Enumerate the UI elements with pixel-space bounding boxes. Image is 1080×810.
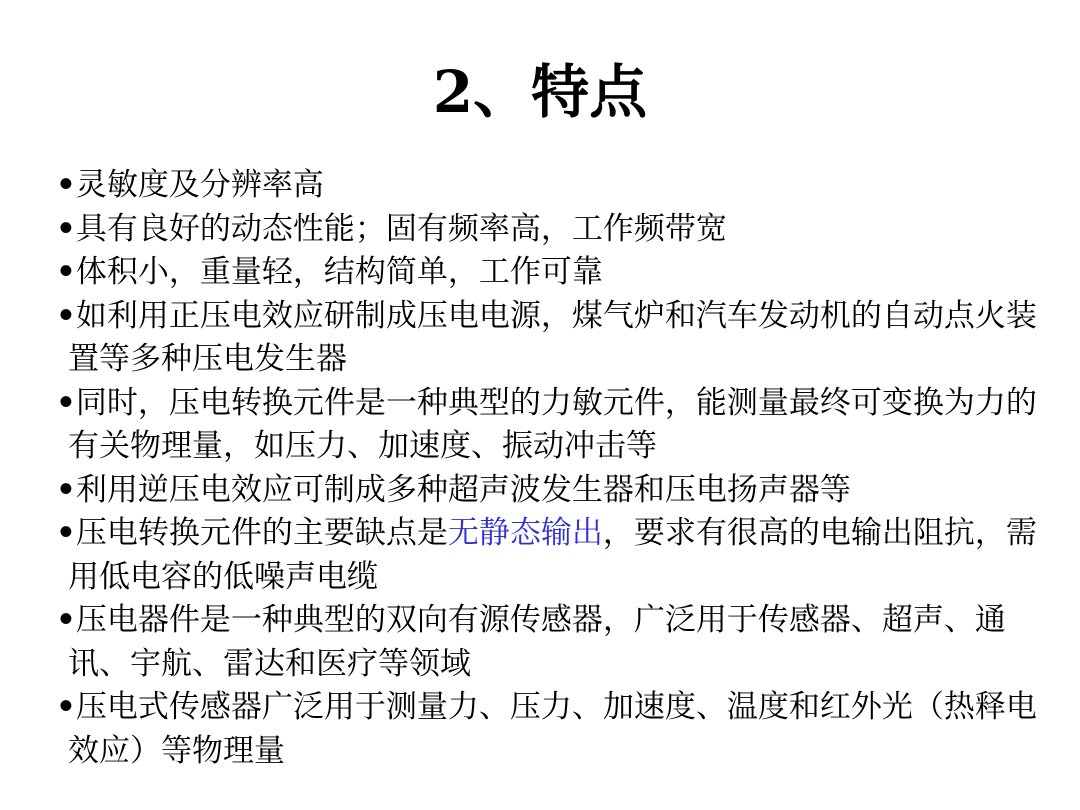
bullet-marker: • <box>56 167 76 203</box>
bullet-list <box>56 164 1046 773</box>
slide-title: 2、特点 <box>432 58 648 126</box>
bullet-marker: • <box>56 689 76 725</box>
bullet-marker: • <box>56 515 76 551</box>
bullet-text: 灵敏度及分辨率高 <box>75 167 324 203</box>
bullet-item <box>56 208 1046 252</box>
bullet-marker: • <box>56 297 76 334</box>
bullet-item <box>56 164 1046 208</box>
bullet-marker: • <box>56 471 76 508</box>
bullet-text: 如利用正压电效应研制成压电电源，煤气炉和汽车发动机的自动点火装置等多种压电发生器 <box>68 297 1037 377</box>
bullet-item <box>56 686 1046 773</box>
bullet-text: 压电器件是一种典型的双向有源传感器，广泛用于传感器、超声、通讯、宇航、雷达和医疗等领域 <box>68 602 1006 682</box>
bullet-marker: • <box>56 210 76 247</box>
bullet-item <box>56 599 1046 686</box>
bullet-text: 具有良好的动态性能；固有频率高，工作频带宽 <box>75 210 727 247</box>
bullet-marker: • <box>56 254 76 290</box>
bullet-marker: • <box>56 384 76 421</box>
highlighted-phrase: 无静态输出 <box>447 515 603 551</box>
bullet-item <box>56 251 1046 295</box>
bullet-item <box>56 295 1046 382</box>
bullet-item <box>56 469 1046 513</box>
bullet-marker: • <box>56 602 76 638</box>
bullet-text: 同时，压电转换元件是一种典型的力敏元件，能测量最终可变换为力的有关物理量，如压力、加速度、振动冲击等 <box>68 384 1037 464</box>
bullet-text-after: ，要求有很高的电输出阻抗，需用低电容的低噪声电缆 <box>68 515 1037 595</box>
bullet-text: 压电式传感器广泛用于测量力、压力、加速度、温度和红外光（热释电效应）等物理量 <box>68 689 1037 769</box>
bullet-text-before: 压电转换元件的主要缺点是 <box>75 515 448 551</box>
bullet-text: 利用逆压电效应可制成多种超声波发生器和压电扬声器等 <box>75 471 851 508</box>
bullet-text: 体积小，重量轻，结构简单，工作可靠 <box>75 254 603 290</box>
bullet-item <box>56 382 1046 469</box>
bullet-item <box>56 512 1046 599</box>
